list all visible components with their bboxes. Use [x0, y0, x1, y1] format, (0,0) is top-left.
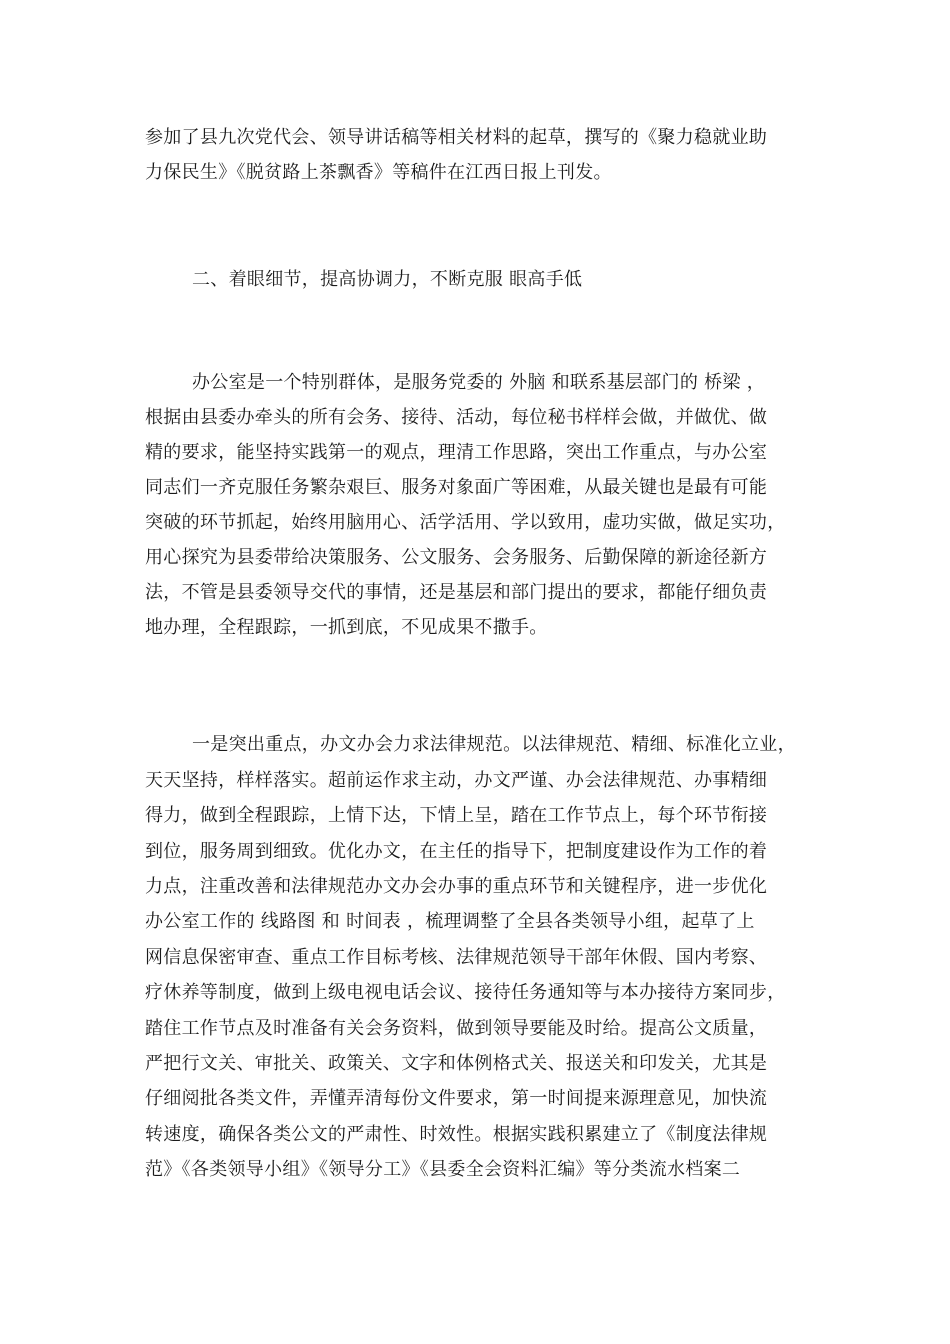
body-text-line: 突破的环节抓起，始终用脑用心、活学活用、学以致用，虚功实做，做足实功，	[145, 512, 786, 533]
body-text-line: 同志们一齐克服任务繁杂艰巨、服务对象面广等困难，从最关键也是最有可能	[145, 477, 768, 498]
section-heading: 二、着眼细节，提高协调力，不断克服 眼高手低	[192, 269, 583, 290]
body-text-line: 用心探究为县委带给决策服务、公文服务、会务服务、后勤保障的新途径新方	[145, 547, 768, 568]
body-text-line: 力点，注重改善和法律规范办文办会办事的重点环节和关键程序，进一步优化	[145, 876, 768, 897]
body-text-line: 精的要求，能坚持实践第一的观点，理清工作思路，突出工作重点，与办公室	[145, 442, 768, 463]
body-text-line: 地办理，全程跟踪，一抓到底，不见成果不撒手。	[145, 617, 548, 638]
body-text-line: 疗休养等制度，做到上级电视电话会议、接待任务通知等与本办接待方案同步，	[145, 982, 786, 1003]
body-text-line: 踏住工作节点及时准备有关会务资料，做到领导要能及时给。提高公文质量，	[145, 1018, 768, 1039]
body-text-line: 参加了县九次党代会、领导讲话稿等相关材料的起草，撰写的《聚力稳就业助	[145, 127, 768, 148]
body-text-line: 根据由县委办牵头的所有会务、接待、活动，每位秘书样样会做，并做优、做	[145, 407, 768, 428]
body-text-line: 力保民生》《脱贫路上茶飘香》等稿件在江西日报上刊发。	[145, 162, 612, 183]
body-text-line: 天天坚持，样样落实。超前运作求主动，办文严谨、办会法律规范、办事精细	[145, 770, 768, 791]
body-text-line: 转速度，确保各类公文的严肃性、时效性。根据实践积累建立了《制度法律规	[145, 1124, 768, 1145]
body-text-line: 办公室工作的 线路图 和 时间表 ，梳理调整了全县各类领导小组，起草了上	[145, 911, 755, 932]
body-text-line: 严把行文关、审批关、政策关、文字和体例格式关、报送关和印发关，尤其是	[145, 1053, 768, 1074]
body-text-line: 范》《各类领导小组》《领导分工》《县委全会资料汇编》等分类流水档案二	[145, 1159, 741, 1180]
body-text-line: 法，不管是县委领导交代的事情，还是基层和部门提出的要求，都能仔细负责	[145, 582, 768, 603]
body-text-line: 得力，做到全程跟踪，上情下达，下情上呈，踏在工作节点上，每个环节衔接	[145, 805, 768, 826]
body-text-line: 网信息保密审查、重点工作目标考核、法律规范领导干部年休假、国内考察、	[145, 947, 768, 968]
body-text-line: 仔细阅批各类文件，弄懂弄清每份文件要求，第一时间提来源理意见，加快流	[145, 1088, 768, 1109]
body-text-line: 到位，服务周到细致。优化办文，在主任的指导下，把制度建设作为工作的着	[145, 841, 768, 862]
body-text-line: 一是突出重点，办文办会力求法律规范。以法律规范、精细、标准化立业，	[192, 734, 796, 755]
body-text-line: 办公室是一个特别群体，是服务党委的 外脑 和联系基层部门的 桥梁 ，	[192, 372, 766, 393]
